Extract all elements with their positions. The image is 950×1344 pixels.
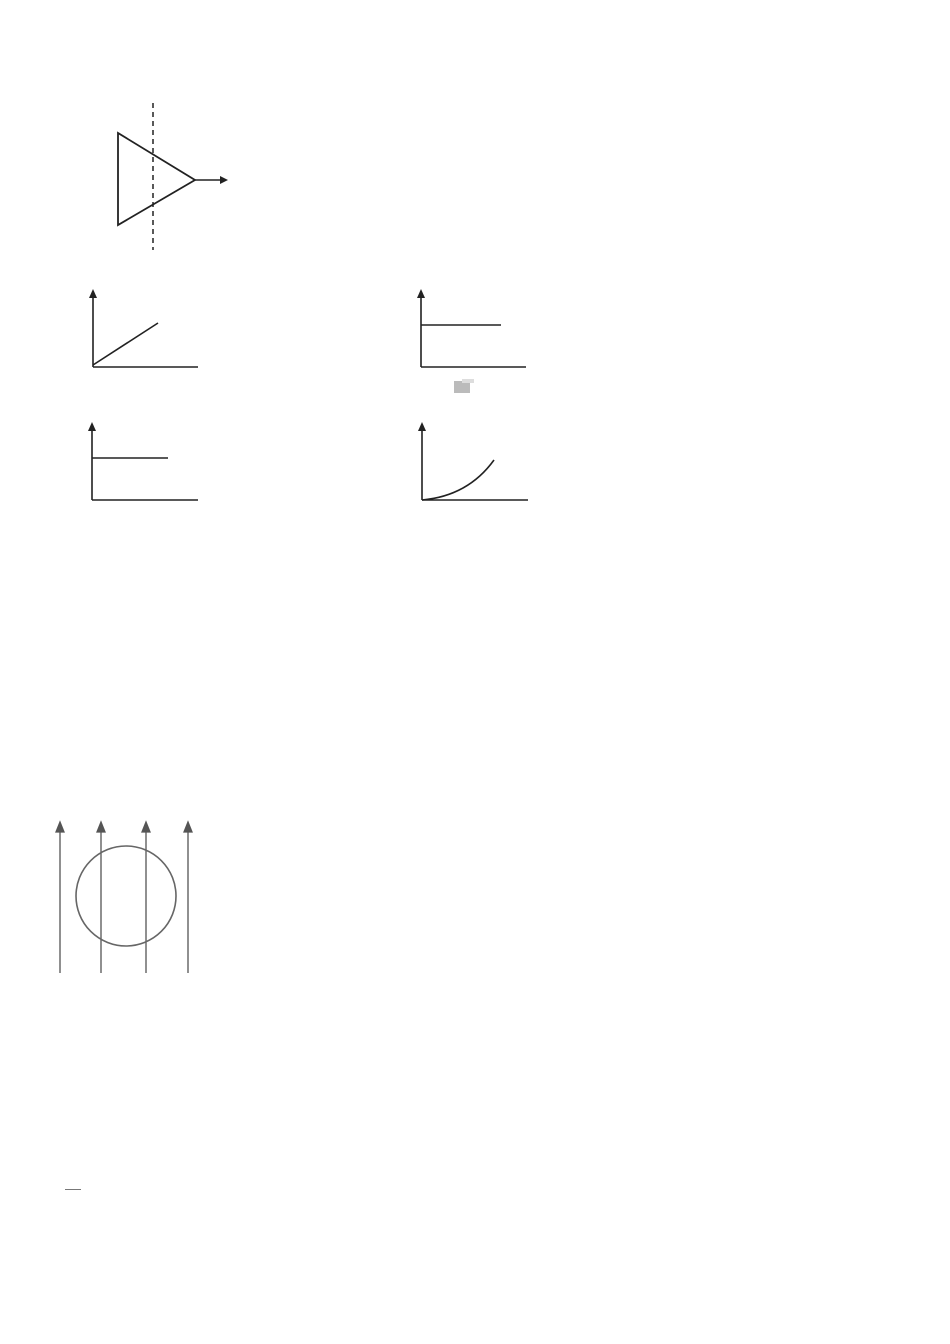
- e-field-arrow-1: [56, 822, 64, 832]
- graph-option-a: [68, 285, 208, 395]
- q10-field-figure: [48, 818, 198, 978]
- graph-option-c: [68, 418, 208, 528]
- e-field-arrow-2: [97, 822, 105, 832]
- graph-a-line: [93, 323, 158, 365]
- triangle-loop: [118, 133, 195, 225]
- graph-b-y-arrow: [417, 289, 425, 298]
- graph-d-parabola: [422, 460, 494, 500]
- force-arrow-head: [220, 176, 228, 184]
- graph-d-y-arrow: [418, 422, 426, 431]
- graph-option-b: [398, 285, 538, 395]
- e-field-arrow-3: [142, 822, 150, 832]
- graph-option-d: [398, 418, 558, 528]
- fraction-bar: [65, 1189, 81, 1190]
- e-field-arrow-4: [184, 822, 192, 832]
- q9-option-b: [47, 633, 115, 654]
- field-loop-figure: [40, 95, 240, 265]
- lead-nuclide: [75, 634, 115, 654]
- scan-smudge-2: [462, 379, 474, 383]
- graph-a-y-arrow: [89, 289, 97, 298]
- graph-c-y-arrow: [88, 422, 96, 431]
- circular-path: [76, 846, 176, 946]
- uranium-nuclide: [47, 634, 75, 654]
